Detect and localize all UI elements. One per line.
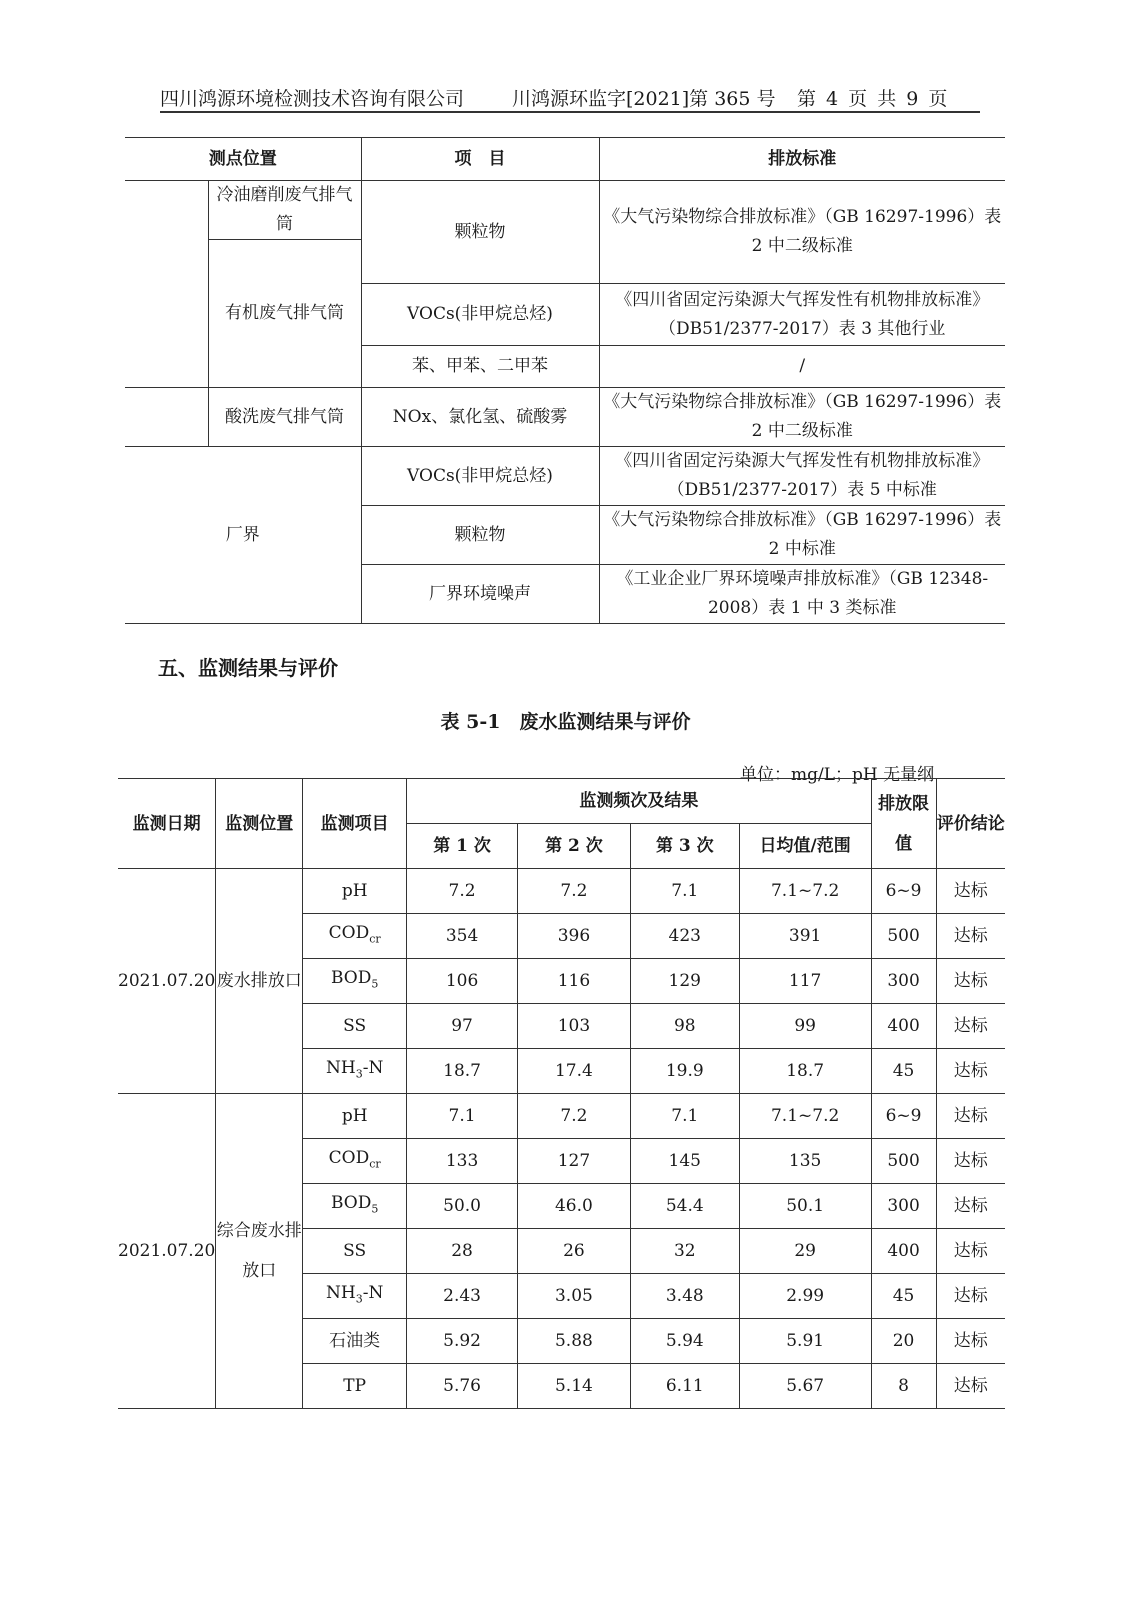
location-cell: 厂界 xyxy=(125,447,361,624)
unit-note: 单位：mg/L；pH 无量纲 xyxy=(740,765,935,785)
item-cell: 苯、甲苯、二甲苯 xyxy=(361,346,599,388)
table-caption: 表 5-1 废水监测结果与评价 xyxy=(440,711,691,733)
avg-cell: 99 xyxy=(739,1004,871,1049)
standard-cell: 《四川省固定污染源大气挥发性有机物排放标准》（DB51/2377-2017）表 5 中标准 xyxy=(599,447,1005,506)
limit-cell: 6~9 xyxy=(871,869,936,914)
v1-cell: 28 xyxy=(407,1229,518,1274)
avg-cell: 7.1~7.2 xyxy=(739,869,871,914)
v3-cell: 19.9 xyxy=(630,1049,739,1094)
emission-standards-table xyxy=(125,137,1005,624)
item-cell: VOCs(非甲烷总烃) xyxy=(361,284,599,346)
location-cell: 酸洗废气排气筒 xyxy=(208,388,361,447)
avg-cell: 18.7 xyxy=(739,1049,871,1094)
v3-cell: 5.94 xyxy=(630,1319,739,1364)
wastewater-results-table xyxy=(118,778,1005,1409)
evaluation-cell: 达标 xyxy=(936,1004,1005,1049)
parameter-cell: $NH_3-N$ xyxy=(303,1049,407,1094)
parameter-cell: $COD_{cr}$ xyxy=(303,914,407,959)
evaluation-cell: 达标 xyxy=(936,1139,1005,1184)
standard-cell: 《工业企业厂界环境噪声排放标准》（GB 12348-2008）表 1 中 3 类标准 xyxy=(599,565,1005,624)
v3-cell: 54.4 xyxy=(630,1184,739,1229)
v1-cell: 354 xyxy=(407,914,518,959)
parameter-cell: $NH_3-N$ xyxy=(303,1274,407,1319)
evaluation-cell: 达标 xyxy=(936,1184,1005,1229)
v2-cell: 127 xyxy=(517,1139,630,1184)
limit-cell: 45 xyxy=(871,1274,936,1319)
v2-cell: 116 xyxy=(517,959,630,1004)
standard-cell: 《大气污染物综合排放标准》（GB 16297-1996）表 2 中标准 xyxy=(599,506,1005,565)
v1-cell: 18.7 xyxy=(407,1049,518,1094)
table-row xyxy=(118,869,1005,914)
v1-cell: 97 xyxy=(407,1004,518,1049)
parameter-cell: pH xyxy=(303,1094,407,1139)
v2-cell: 103 xyxy=(517,1004,630,1049)
item-cell: NOx、氯化氢、硫酸雾 xyxy=(361,388,599,447)
avg-cell: 2.99 xyxy=(739,1274,871,1319)
header-results-group: 监测频次及结果 xyxy=(407,779,871,824)
evaluation-cell: 达标 xyxy=(936,914,1005,959)
parameter-cell: SS xyxy=(303,1004,407,1049)
limit-cell: 400 xyxy=(871,1229,936,1274)
v1-cell: 50.0 xyxy=(407,1184,518,1229)
report-number: 川鸿源环监字[2021]第 365 号 xyxy=(512,88,776,110)
evaluation-cell: 达标 xyxy=(936,1319,1005,1364)
limit-cell: 20 xyxy=(871,1319,936,1364)
header-limit: 排放限值 xyxy=(871,779,936,869)
header-round-1: 第 1 次 xyxy=(407,824,518,869)
avg-cell: 50.1 xyxy=(739,1184,871,1229)
v3-cell: 6.11 xyxy=(630,1364,739,1409)
limit-cell: 300 xyxy=(871,959,936,1004)
avg-cell: 29 xyxy=(739,1229,871,1274)
limit-cell: 500 xyxy=(871,1139,936,1184)
v1-cell: 106 xyxy=(407,959,518,1004)
evaluation-cell: 达标 xyxy=(936,1049,1005,1094)
location-cell: 综合废水排放口 xyxy=(216,1094,303,1409)
limit-cell: 8 xyxy=(871,1364,936,1409)
col-header-standard: 排放标准 xyxy=(599,138,1005,181)
v1-cell: 5.92 xyxy=(407,1319,518,1364)
header-item: 监测项目 xyxy=(303,779,407,869)
v1-cell: 2.43 xyxy=(407,1274,518,1319)
v3-cell: 32 xyxy=(630,1229,739,1274)
standard-cell: 《四川省固定污染源大气挥发性有机物排放标准》（DB51/2377-2017）表 3 其他行业 xyxy=(599,284,1005,346)
v2-cell: 5.88 xyxy=(517,1319,630,1364)
date-cell: 2021.07.20 xyxy=(118,1094,216,1409)
v2-cell: 3.05 xyxy=(517,1274,630,1319)
location-group-blank xyxy=(125,181,208,388)
parameter-cell: $COD_{cr}$ xyxy=(303,1139,407,1184)
col-header-item: 项 目 xyxy=(361,138,599,181)
parameter-cell: $BOD_5$ xyxy=(303,1184,407,1229)
company-name: 四川鸿源环境检测技术咨询有限公司 xyxy=(160,88,465,110)
parameter-cell: SS xyxy=(303,1229,407,1274)
evaluation-cell: 达标 xyxy=(936,1229,1005,1274)
v2-cell: 26 xyxy=(517,1229,630,1274)
item-cell: 颗粒物 xyxy=(361,181,599,284)
item-cell: 厂界环境噪声 xyxy=(361,565,599,624)
evaluation-cell: 达标 xyxy=(936,1094,1005,1139)
item-cell: 颗粒物 xyxy=(361,506,599,565)
location-group-blank xyxy=(125,388,208,447)
v2-cell: 5.14 xyxy=(517,1364,630,1409)
evaluation-cell: 达标 xyxy=(936,1274,1005,1319)
limit-cell: 400 xyxy=(871,1004,936,1049)
parameter-cell: pH xyxy=(303,869,407,914)
v1-cell: 133 xyxy=(407,1139,518,1184)
limit-cell: 500 xyxy=(871,914,936,959)
parameter-cell: 石油类 xyxy=(303,1319,407,1364)
header-round-2: 第 2 次 xyxy=(517,824,630,869)
v3-cell: 423 xyxy=(630,914,739,959)
header-rule xyxy=(160,111,980,113)
v2-cell: 46.0 xyxy=(517,1184,630,1229)
v2-cell: 396 xyxy=(517,914,630,959)
v1-cell: 5.76 xyxy=(407,1364,518,1409)
v2-cell: 7.2 xyxy=(517,869,630,914)
location-cell: 冷油磨削废气排气筒 xyxy=(208,181,361,240)
limit-cell: 6~9 xyxy=(871,1094,936,1139)
v1-cell: 7.1 xyxy=(407,1094,518,1139)
avg-cell: 391 xyxy=(739,914,871,959)
limit-cell: 300 xyxy=(871,1184,936,1229)
item-cell: VOCs(非甲烷总烃) xyxy=(361,447,599,506)
location-cell: 废水排放口 xyxy=(216,869,303,1094)
v3-cell: 145 xyxy=(630,1139,739,1184)
table-row xyxy=(118,1094,1005,1139)
date-cell: 2021.07.20 xyxy=(118,869,216,1094)
avg-cell: 7.1~7.2 xyxy=(739,1094,871,1139)
avg-cell: 117 xyxy=(739,959,871,1004)
v3-cell: 7.1 xyxy=(630,1094,739,1139)
page-header xyxy=(160,80,980,114)
standard-cell: 《大气污染物综合排放标准》（GB 16297-1996）表 2 中二级标准 xyxy=(599,388,1005,447)
v3-cell: 7.1 xyxy=(630,869,739,914)
header-date: 监测日期 xyxy=(118,779,216,869)
standard-cell: / xyxy=(599,346,1005,388)
avg-cell: 135 xyxy=(739,1139,871,1184)
v3-cell: 98 xyxy=(630,1004,739,1049)
v2-cell: 17.4 xyxy=(517,1049,630,1094)
avg-cell: 5.67 xyxy=(739,1364,871,1409)
location-cell: 有机废气排气筒 xyxy=(208,240,361,388)
v3-cell: 3.48 xyxy=(630,1274,739,1319)
v2-cell: 7.2 xyxy=(517,1094,630,1139)
section-title: 五、监测结果与评价 xyxy=(158,656,338,680)
standard-cell: 《大气污染物综合排放标准》（GB 16297-1996）表 2 中二级标准 xyxy=(599,181,1005,284)
limit-cell: 45 xyxy=(871,1049,936,1094)
page-indicator: 第 4 页 共 9 页 xyxy=(797,88,950,110)
evaluation-cell: 达标 xyxy=(936,959,1005,1004)
evaluation-cell: 达标 xyxy=(936,1364,1005,1409)
v1-cell: 7.2 xyxy=(407,869,518,914)
header-evaluation: 评价结论 xyxy=(936,779,1005,869)
parameter-cell: $BOD_5$ xyxy=(303,959,407,1004)
col-header-location: 测点位置 xyxy=(125,138,361,181)
header-location: 监测位置 xyxy=(216,779,303,869)
avg-cell: 5.91 xyxy=(739,1319,871,1364)
header-daily-average: 日均值/范围 xyxy=(739,824,871,869)
evaluation-cell: 达标 xyxy=(936,869,1005,914)
v3-cell: 129 xyxy=(630,959,739,1004)
parameter-cell: TP xyxy=(303,1364,407,1409)
header-round-3: 第 3 次 xyxy=(630,824,739,869)
